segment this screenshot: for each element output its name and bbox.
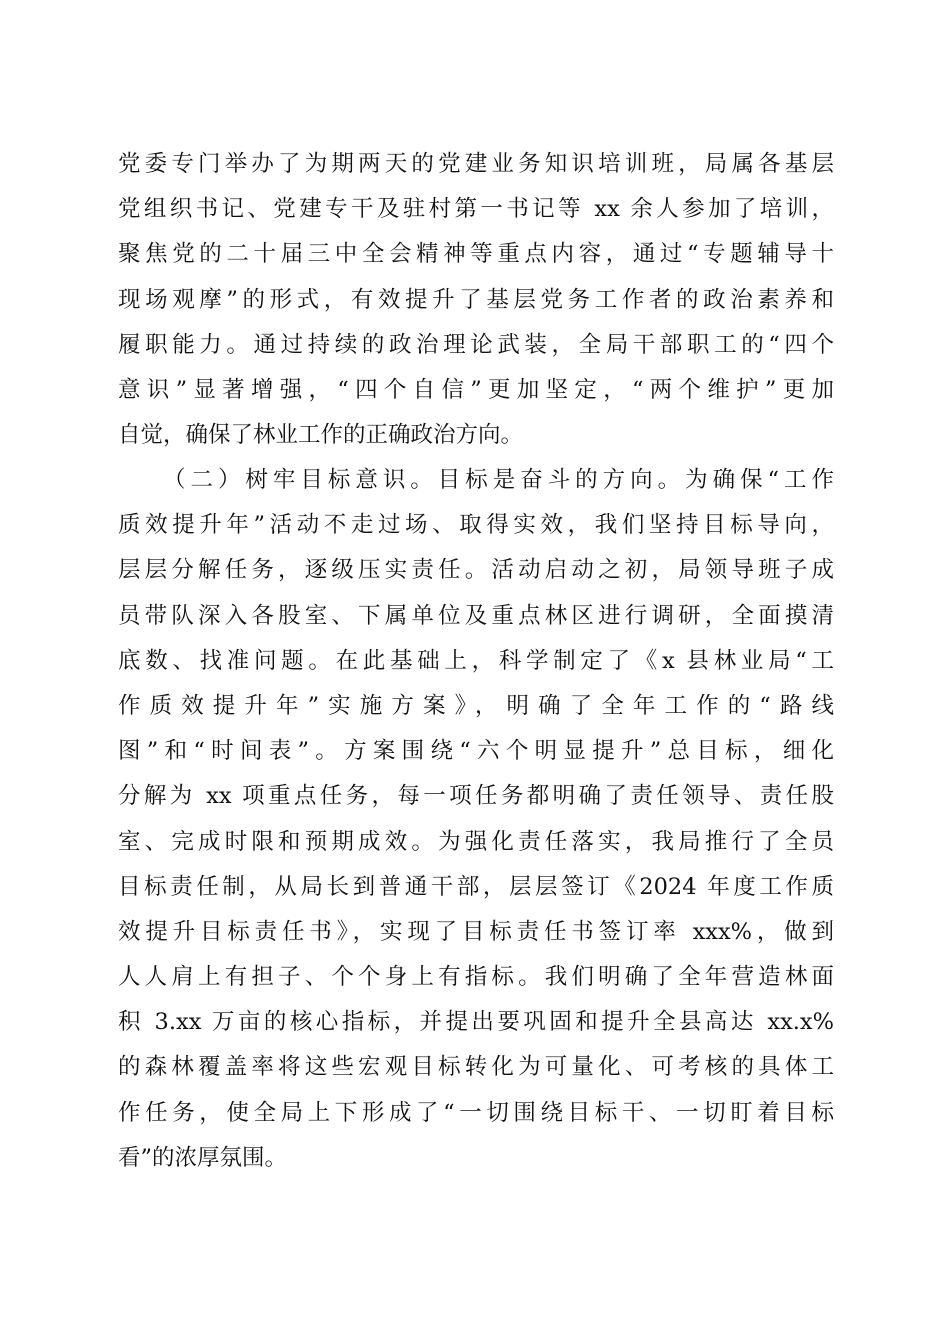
text-line: 底数、找准问题。在此基础上，科学制定了《x 县林业局“工: [118, 647, 834, 674]
text-line: 自觉，确保了林业工作的正确政治方向。: [118, 422, 524, 449]
text-line: 效提升目标责任书》，实现了目标责任书签订率 xxx%，做到: [118, 918, 834, 945]
text-line: 党委专门举办了为期两天的党建业务知识培训班，局属各基层: [118, 151, 834, 177]
text-line: 层层分解任务，逐级压实责任。活动启动之初，局领导班子成: [118, 557, 834, 584]
text-line: 作任务，使全局上下形成了“一切围绕目标干、一切盯着目标: [118, 1099, 834, 1126]
text-line: 图”和“时间表”。方案围绕“六个明显提升”总目标，细化: [118, 738, 834, 765]
text-line: 现场观摩”的形式，有效提升了基层党务工作者的政治素养和: [118, 286, 834, 313]
text-line: 人人肩上有担子、个个身上有指标。我们明确了全年营造林面: [118, 964, 834, 991]
section-heading-line: （二）树牢目标意识。目标是奋斗的方向。为确保“工作: [163, 467, 834, 493]
text-line: 的森林覆盖率将这些宏观目标转化为可量化、可考核的具体工: [118, 1054, 834, 1081]
text-line: 分解为 xx 项重点任务，每一项任务都明确了责任领导、责任股: [118, 783, 834, 810]
text-line: 党组织书记、党建专干及驻村第一书记等 xx 余人参加了培训，: [118, 196, 834, 223]
text-line: 意识”显著增强，“四个自信”更加坚定，“两个维护”更加: [118, 376, 834, 403]
text-line: 员带队深入各股室、下属单位及重点林区进行调研，全面摸清: [118, 602, 834, 629]
text-line: 室、完成时限和预期成效。为强化责任落实，我局推行了全员: [118, 828, 834, 855]
text-line: 积 3.xx 万亩的核心指标，并提出要巩固和提升全县高达 xx.x%: [118, 1009, 834, 1036]
text-line: 看”的浓厚氛围。: [118, 1144, 288, 1171]
paragraph-goal-awareness: [118, 458, 834, 1181]
paragraph-party-training: [118, 142, 834, 458]
text-line: 作质效提升年”实施方案》，明确了全年工作的“路线: [118, 692, 834, 719]
text-line: 目标责任制，从局长到普通干部，层层签订《2024 年度工作质: [118, 873, 834, 900]
text-line: 质效提升年”活动不走过场、取得实效，我们坚持目标导向，: [118, 512, 834, 539]
text-line: 聚焦党的二十届三中全会精神等重点内容，通过“专题辅导十: [118, 241, 834, 268]
text-line: 履职能力。通过持续的政治理论武装，全局干部职工的“四个: [118, 331, 834, 358]
